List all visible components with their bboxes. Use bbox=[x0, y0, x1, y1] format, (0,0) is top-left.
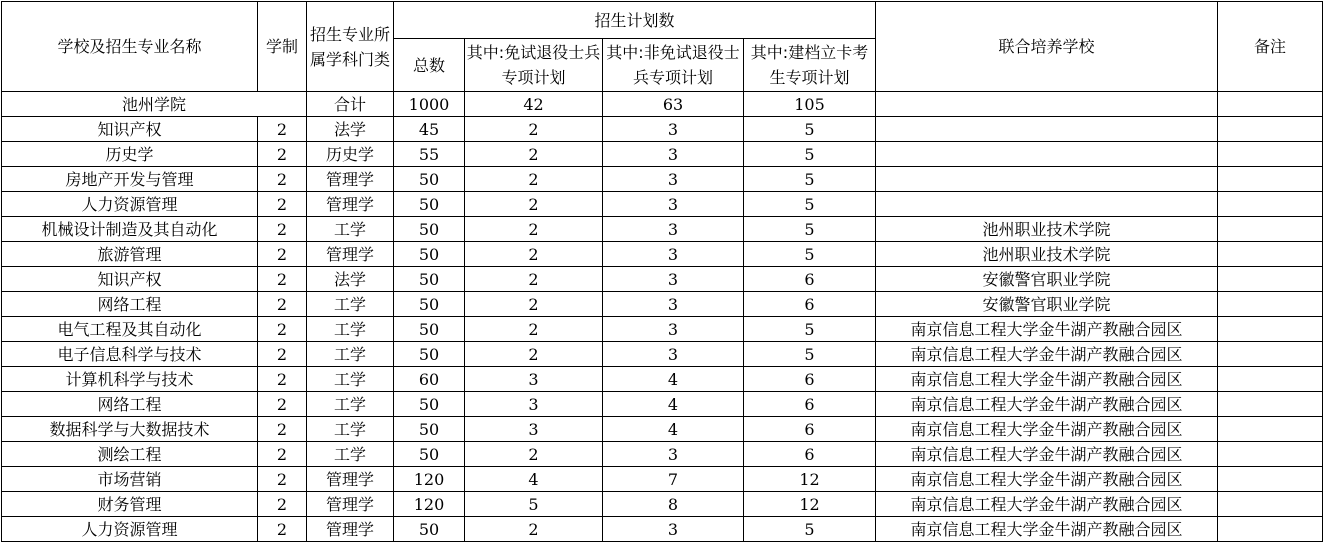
total-cell: 50 bbox=[394, 242, 465, 267]
remarks-cell bbox=[1218, 317, 1323, 342]
veteran-nonexempt-cell: 8 bbox=[603, 492, 744, 517]
partner-school-cell: 南京信息工程大学金牛湖产教融合园区 bbox=[876, 517, 1218, 542]
table-row bbox=[2, 192, 1323, 217]
category-cell: 管理学 bbox=[307, 492, 394, 517]
veteran-exempt-cell: 3 bbox=[465, 417, 603, 442]
table-row bbox=[2, 242, 1323, 267]
duration-cell: 2 bbox=[258, 367, 307, 392]
duration-cell: 2 bbox=[258, 467, 307, 492]
veteran-nonexempt-cell: 3 bbox=[603, 442, 744, 467]
poverty-cell: 6 bbox=[744, 417, 876, 442]
veteran-nonexempt-cell: 3 bbox=[603, 292, 744, 317]
veteran-nonexempt-cell: 3 bbox=[603, 342, 744, 367]
category-cell: 工学 bbox=[307, 342, 394, 367]
remarks-cell bbox=[1218, 467, 1323, 492]
total-cell: 50 bbox=[394, 317, 465, 342]
category-cell: 法学 bbox=[307, 267, 394, 292]
category-cell: 工学 bbox=[307, 217, 394, 242]
remarks-cell bbox=[1218, 267, 1323, 292]
duration-cell: 2 bbox=[258, 417, 307, 442]
total-cell: 50 bbox=[394, 392, 465, 417]
major-name: 人力资源管理 bbox=[2, 192, 258, 217]
table-row bbox=[2, 117, 1323, 142]
table-row bbox=[2, 167, 1323, 192]
veteran-exempt-cell: 2 bbox=[465, 317, 603, 342]
table-row bbox=[2, 142, 1323, 167]
major-name: 网络工程 bbox=[2, 292, 258, 317]
veteran-exempt-cell: 2 bbox=[465, 117, 603, 142]
table-row bbox=[2, 392, 1323, 417]
total-cell: 120 bbox=[394, 467, 465, 492]
duration-cell: 2 bbox=[258, 142, 307, 167]
veteran-nonexempt-cell: 3 bbox=[603, 142, 744, 167]
veteran-exempt-cell: 2 bbox=[465, 192, 603, 217]
partner-school-cell: 池州职业技术学院 bbox=[876, 217, 1218, 242]
partner-school-cell: 南京信息工程大学金牛湖产教融合园区 bbox=[876, 367, 1218, 392]
veteran-exempt-cell: 3 bbox=[465, 367, 603, 392]
major-name: 网络工程 bbox=[2, 392, 258, 417]
veteran-exempt-cell: 2 bbox=[465, 167, 603, 192]
category-cell: 工学 bbox=[307, 417, 394, 442]
poverty-cell: 6 bbox=[744, 367, 876, 392]
major-name: 数据科学与大数据技术 bbox=[2, 417, 258, 442]
header-poverty: 其中:建档立卡考生专项计划 bbox=[744, 39, 876, 92]
table-row bbox=[2, 517, 1323, 542]
remarks-cell bbox=[1218, 217, 1323, 242]
header-total: 总数 bbox=[394, 39, 465, 92]
partner-school-cell: 南京信息工程大学金牛湖产教融合园区 bbox=[876, 392, 1218, 417]
total-cell: 50 bbox=[394, 342, 465, 367]
major-name: 知识产权 bbox=[2, 117, 258, 142]
veteran-nonexempt-cell: 3 bbox=[603, 517, 744, 542]
duration-cell: 2 bbox=[258, 167, 307, 192]
duration-cell: 2 bbox=[258, 517, 307, 542]
header-veteran-exempt: 其中:免试退役士兵专项计划 bbox=[465, 39, 603, 92]
major-name: 机械设计制造及其自动化 bbox=[2, 217, 258, 242]
total-cell: 50 bbox=[394, 417, 465, 442]
poverty-cell: 5 bbox=[744, 342, 876, 367]
table-row bbox=[2, 267, 1323, 292]
header-duration: 学制 bbox=[258, 2, 307, 92]
category-cell: 历史学 bbox=[307, 142, 394, 167]
category-cell: 工学 bbox=[307, 317, 394, 342]
veteran-exempt-cell: 2 bbox=[465, 142, 603, 167]
duration-cell: 2 bbox=[258, 217, 307, 242]
duration-cell: 2 bbox=[258, 242, 307, 267]
veteran-exempt-cell: 2 bbox=[465, 217, 603, 242]
summary-total: 1000 bbox=[394, 92, 465, 117]
duration-cell: 2 bbox=[258, 392, 307, 417]
table-row bbox=[2, 342, 1323, 367]
category-cell: 法学 bbox=[307, 117, 394, 142]
remarks-cell bbox=[1218, 367, 1323, 392]
total-cell: 50 bbox=[394, 217, 465, 242]
total-cell: 45 bbox=[394, 117, 465, 142]
partner-school-cell: 南京信息工程大学金牛湖产教融合园区 bbox=[876, 317, 1218, 342]
remarks-cell bbox=[1218, 117, 1323, 142]
major-name: 电气工程及其自动化 bbox=[2, 317, 258, 342]
table-row bbox=[2, 492, 1323, 517]
table-row bbox=[2, 292, 1323, 317]
major-name: 计算机科学与技术 bbox=[2, 367, 258, 392]
veteran-nonexempt-cell: 4 bbox=[603, 367, 744, 392]
major-name: 测绘工程 bbox=[2, 442, 258, 467]
table-row bbox=[2, 217, 1323, 242]
table-row bbox=[2, 417, 1323, 442]
veteran-nonexempt-cell: 3 bbox=[603, 267, 744, 292]
poverty-cell: 5 bbox=[744, 192, 876, 217]
remarks-cell bbox=[1218, 342, 1323, 367]
duration-cell: 2 bbox=[258, 317, 307, 342]
header-veteran-nonexempt: 其中:非免试退役士兵专项计划 bbox=[603, 39, 744, 92]
summary-label: 合计 bbox=[307, 92, 394, 117]
partner-school-cell bbox=[876, 142, 1218, 167]
poverty-cell: 5 bbox=[744, 142, 876, 167]
remarks-cell bbox=[1218, 417, 1323, 442]
total-cell: 50 bbox=[394, 267, 465, 292]
summary-poverty: 105 bbox=[744, 92, 876, 117]
remarks-cell bbox=[1218, 192, 1323, 217]
remarks-cell bbox=[1218, 492, 1323, 517]
veteran-exempt-cell: 2 bbox=[465, 267, 603, 292]
veteran-nonexempt-cell: 4 bbox=[603, 392, 744, 417]
veteran-nonexempt-cell: 3 bbox=[603, 242, 744, 267]
partner-school-cell: 池州职业技术学院 bbox=[876, 242, 1218, 267]
total-cell: 60 bbox=[394, 367, 465, 392]
total-cell: 55 bbox=[394, 142, 465, 167]
major-name: 人力资源管理 bbox=[2, 517, 258, 542]
remarks-cell bbox=[1218, 517, 1323, 542]
veteran-exempt-cell: 2 bbox=[465, 342, 603, 367]
category-cell: 管理学 bbox=[307, 242, 394, 267]
duration-cell: 2 bbox=[258, 192, 307, 217]
major-name: 房地产开发与管理 bbox=[2, 167, 258, 192]
summary-school: 池州学院 bbox=[2, 92, 307, 117]
poverty-cell: 5 bbox=[744, 517, 876, 542]
remarks-cell bbox=[1218, 142, 1323, 167]
header-partner: 联合培养学校 bbox=[876, 2, 1218, 92]
veteran-exempt-cell: 2 bbox=[465, 292, 603, 317]
partner-school-cell: 南京信息工程大学金牛湖产教融合园区 bbox=[876, 467, 1218, 492]
header-school-major: 学校及招生专业名称 bbox=[2, 2, 258, 92]
duration-cell: 2 bbox=[258, 492, 307, 517]
poverty-cell: 5 bbox=[744, 167, 876, 192]
poverty-cell: 6 bbox=[744, 267, 876, 292]
remarks-cell bbox=[1218, 242, 1323, 267]
remarks-cell bbox=[1218, 442, 1323, 467]
total-cell: 50 bbox=[394, 192, 465, 217]
summary-remarks bbox=[1218, 92, 1323, 117]
total-cell: 50 bbox=[394, 517, 465, 542]
category-cell: 管理学 bbox=[307, 517, 394, 542]
veteran-nonexempt-cell: 3 bbox=[603, 317, 744, 342]
veteran-exempt-cell: 2 bbox=[465, 517, 603, 542]
poverty-cell: 12 bbox=[744, 492, 876, 517]
poverty-cell: 5 bbox=[744, 317, 876, 342]
remarks-cell bbox=[1218, 392, 1323, 417]
summary-partner bbox=[876, 92, 1218, 117]
veteran-nonexempt-cell: 4 bbox=[603, 417, 744, 442]
veteran-exempt-cell: 2 bbox=[465, 442, 603, 467]
partner-school-cell bbox=[876, 117, 1218, 142]
total-cell: 50 bbox=[394, 442, 465, 467]
poverty-cell: 6 bbox=[744, 392, 876, 417]
total-cell: 50 bbox=[394, 167, 465, 192]
major-name: 市场营销 bbox=[2, 467, 258, 492]
duration-cell: 2 bbox=[258, 442, 307, 467]
header-remarks: 备注 bbox=[1218, 2, 1323, 92]
partner-school-cell bbox=[876, 192, 1218, 217]
category-cell: 管理学 bbox=[307, 167, 394, 192]
category-cell: 工学 bbox=[307, 292, 394, 317]
duration-cell: 2 bbox=[258, 292, 307, 317]
category-cell: 工学 bbox=[307, 392, 394, 417]
partner-school-cell: 安徽警官职业学院 bbox=[876, 267, 1218, 292]
summary-veteran-exempt: 42 bbox=[465, 92, 603, 117]
poverty-cell: 6 bbox=[744, 442, 876, 467]
veteran-exempt-cell: 5 bbox=[465, 492, 603, 517]
partner-school-cell: 南京信息工程大学金牛湖产教融合园区 bbox=[876, 417, 1218, 442]
header-plan-group: 招生计划数 bbox=[394, 2, 876, 39]
table-row bbox=[2, 442, 1323, 467]
header-category: 招生专业所属学科门类 bbox=[307, 2, 394, 92]
remarks-cell bbox=[1218, 167, 1323, 192]
major-name: 财务管理 bbox=[2, 492, 258, 517]
duration-cell: 2 bbox=[258, 342, 307, 367]
table-row bbox=[2, 317, 1323, 342]
major-name: 历史学 bbox=[2, 142, 258, 167]
summary-veteran-nonexempt: 63 bbox=[603, 92, 744, 117]
veteran-nonexempt-cell: 3 bbox=[603, 192, 744, 217]
duration-cell: 2 bbox=[258, 267, 307, 292]
poverty-cell: 12 bbox=[744, 467, 876, 492]
veteran-exempt-cell: 3 bbox=[465, 392, 603, 417]
total-cell: 50 bbox=[394, 292, 465, 317]
summary-row bbox=[2, 92, 1323, 117]
partner-school-cell: 南京信息工程大学金牛湖产教融合园区 bbox=[876, 342, 1218, 367]
poverty-cell: 5 bbox=[744, 117, 876, 142]
veteran-nonexempt-cell: 3 bbox=[603, 117, 744, 142]
partner-school-cell bbox=[876, 167, 1218, 192]
partner-school-cell: 安徽警官职业学院 bbox=[876, 292, 1218, 317]
veteran-nonexempt-cell: 3 bbox=[603, 217, 744, 242]
category-cell: 管理学 bbox=[307, 192, 394, 217]
poverty-cell: 6 bbox=[744, 292, 876, 317]
veteran-exempt-cell: 2 bbox=[465, 242, 603, 267]
veteran-exempt-cell: 4 bbox=[465, 467, 603, 492]
table-row bbox=[2, 467, 1323, 492]
partner-school-cell: 南京信息工程大学金牛湖产教融合园区 bbox=[876, 442, 1218, 467]
remarks-cell bbox=[1218, 292, 1323, 317]
category-cell: 工学 bbox=[307, 442, 394, 467]
poverty-cell: 5 bbox=[744, 242, 876, 267]
total-cell: 120 bbox=[394, 492, 465, 517]
major-name: 知识产权 bbox=[2, 267, 258, 292]
duration-cell: 2 bbox=[258, 117, 307, 142]
major-name: 电子信息科学与技术 bbox=[2, 342, 258, 367]
category-cell: 管理学 bbox=[307, 467, 394, 492]
table-row bbox=[2, 367, 1323, 392]
veteran-nonexempt-cell: 7 bbox=[603, 467, 744, 492]
poverty-cell: 5 bbox=[744, 217, 876, 242]
partner-school-cell: 南京信息工程大学金牛湖产教融合园区 bbox=[876, 492, 1218, 517]
veteran-nonexempt-cell: 3 bbox=[603, 167, 744, 192]
major-name: 旅游管理 bbox=[2, 242, 258, 267]
category-cell: 工学 bbox=[307, 367, 394, 392]
enrollment-plan-table bbox=[1, 1, 1323, 542]
